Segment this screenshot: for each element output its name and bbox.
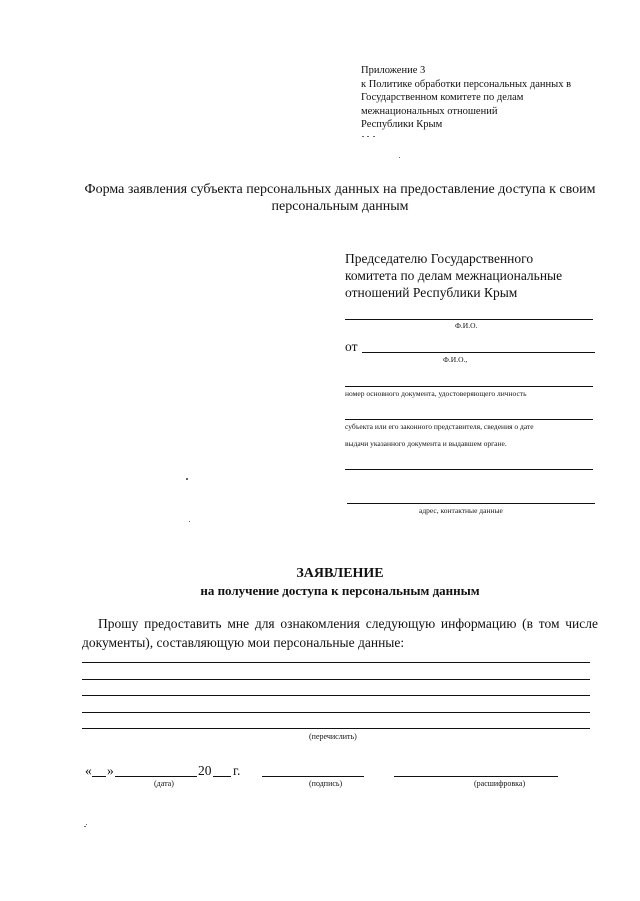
list-line bbox=[82, 712, 590, 713]
date-close-quote: » bbox=[107, 763, 114, 778]
list-line bbox=[82, 728, 590, 729]
year-prefix: 20 bbox=[198, 763, 212, 778]
scan-speck bbox=[86, 824, 87, 825]
year-line bbox=[213, 776, 231, 777]
date-caption: (дата) bbox=[154, 779, 174, 788]
decoding-line bbox=[394, 776, 558, 777]
appendix-line: Государственном комитете по делам bbox=[361, 92, 524, 103]
list-caption: (перечислить) bbox=[309, 732, 357, 741]
address-line bbox=[347, 503, 595, 504]
signature-caption: (подпись) bbox=[309, 779, 343, 788]
month-line bbox=[115, 776, 197, 777]
from-label: от bbox=[345, 339, 358, 354]
list-line bbox=[82, 679, 590, 680]
addressee-block bbox=[345, 250, 562, 301]
day-line bbox=[92, 776, 106, 777]
date-open-quote: « bbox=[85, 763, 92, 778]
document-caption: номер основного документа, удостоверяющего личность bbox=[345, 389, 527, 398]
scan-speck bbox=[84, 826, 86, 827]
appendix-line: Республики Крым bbox=[361, 119, 443, 130]
addressee-line: Председателю Государственного bbox=[345, 251, 534, 266]
decoding-caption: (расшифровка) bbox=[474, 779, 526, 788]
appendix-title: Приложение 3 bbox=[361, 65, 426, 76]
fio-line bbox=[345, 319, 593, 320]
blank-line bbox=[345, 469, 593, 470]
scan-speck bbox=[362, 136, 364, 137]
scan-speck bbox=[367, 136, 369, 137]
from-fio-line bbox=[362, 352, 595, 353]
statement-subtitle: на получение доступа к персональным данным bbox=[200, 583, 480, 598]
appendix-block bbox=[361, 64, 571, 132]
scan-speck bbox=[186, 478, 188, 480]
appendix-line: к Политике обработки персональных данных в bbox=[361, 78, 572, 90]
list-line bbox=[82, 695, 590, 696]
scan-speck bbox=[373, 136, 375, 137]
representative-line bbox=[345, 419, 593, 420]
form-title: Форма заявления субъекта персональных данных на предоставление доступа к своим персональным данным bbox=[84, 182, 596, 214]
addressee-line: отношений Республики Крым bbox=[345, 285, 518, 300]
signature-line bbox=[262, 776, 364, 777]
representative-caption: субъекта или его законного представителя, сведения о дате bbox=[345, 422, 534, 431]
issuance-caption: выдачи указанного документа и выдавшем органе. bbox=[345, 439, 507, 448]
fio-caption-2: Ф.И.О., bbox=[443, 355, 468, 364]
list-line bbox=[82, 662, 590, 663]
scan-speck bbox=[399, 157, 400, 158]
statement-body: Прошу предоставить мне для ознакомления следующую информацию (в том числе документы), составляющую мои персональные данные: bbox=[82, 616, 598, 650]
address-caption: адрес, контактные данные bbox=[419, 506, 503, 515]
appendix-line: межнациональных отношений bbox=[361, 105, 498, 117]
addressee-line: комитета по делам межнациональные bbox=[345, 268, 563, 283]
fio-caption: Ф.И.О. bbox=[455, 321, 478, 330]
statement-title: ЗАЯВЛЕНИЕ bbox=[296, 566, 384, 581]
year-suffix: г. bbox=[233, 763, 241, 778]
document-line bbox=[345, 386, 593, 387]
scan-speck bbox=[189, 521, 190, 522]
